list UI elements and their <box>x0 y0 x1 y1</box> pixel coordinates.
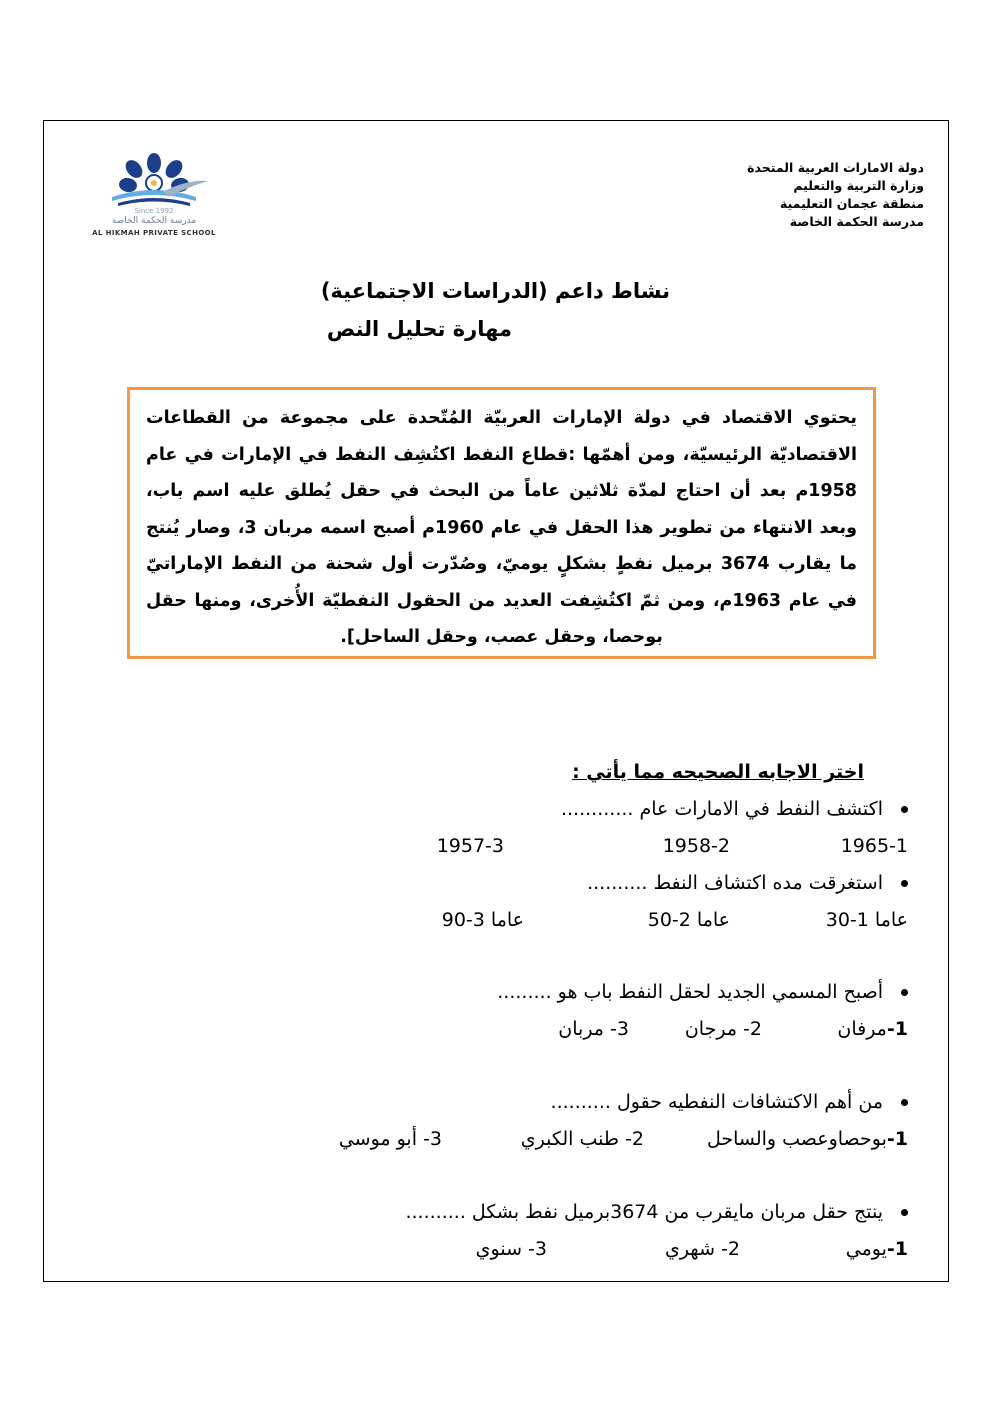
logo-english-name: AL HIKMAH PRIVATE SCHOOL <box>92 229 216 237</box>
option-1[interactable] <box>748 835 908 857</box>
passage-box <box>127 387 876 659</box>
page-title: نشاط داعم (الدراسات الاجتماعية) <box>320 279 670 303</box>
header-line-country: دولة الامارات العربية المتحدة <box>747 160 924 175</box>
question-5 <box>405 1201 908 1223</box>
bullet-icon <box>901 1099 908 1106</box>
option-number: 1- <box>886 1128 908 1150</box>
bullet-icon <box>901 989 908 996</box>
question-stem: من أهم الاكتشافات النفطيه حقول .......... <box>550 1091 883 1113</box>
option-2[interactable] <box>570 909 730 931</box>
option-number: 3- <box>528 1238 547 1260</box>
option-text: 1958-2 <box>662 835 730 857</box>
page-frame <box>43 120 949 1282</box>
logo-since-text: Since 1992 <box>134 207 174 215</box>
logo-arabic-name: مدرسة الحكمة الخاصة <box>111 216 197 226</box>
question-2 <box>587 872 908 894</box>
page-subtitle: مهارة تحليل النص <box>326 317 512 341</box>
option-number: 1- <box>886 1238 908 1260</box>
option-text: 30-1 عاما <box>825 909 908 931</box>
bullet-icon <box>901 880 908 887</box>
option-number: 2- <box>743 1018 762 1040</box>
option-2[interactable] <box>521 1128 644 1150</box>
option-1[interactable] <box>846 1238 908 1260</box>
header-line-ministry: وزارة التربية والتعليم <box>793 178 924 193</box>
option-1[interactable] <box>748 909 908 931</box>
question-3 <box>497 981 908 1003</box>
header-line-school: مدرسة الحكمة الخاصة <box>789 214 924 229</box>
option-text: مرفان <box>837 1018 887 1040</box>
bullet-icon <box>901 1209 908 1216</box>
option-text: مربان <box>558 1018 604 1040</box>
header-line-zone: منطقة عجمان التعليمية <box>780 196 924 211</box>
option-number: 3- <box>423 1128 442 1150</box>
question-stem: أصبح المسمي الجديد لحقل النفط باب هو ......... <box>497 981 883 1003</box>
question-1 <box>561 798 908 820</box>
question-stem: ينتج حقل مربان مايقرب من 3674برميل نفط بشكل .......... <box>405 1201 883 1223</box>
option-text: سنوي <box>475 1238 522 1260</box>
option-3[interactable] <box>558 1018 629 1040</box>
passage-text: يحتوي الاقتصاد في دولة الإمارات العربيّة المُتّحدة على مجموعة من القطاعات الاقتصاديّة الرئيسيّة، ومن أهمّها :قطاع النفط اكتُشِف النفط في الإمارات في عام 1958م بعد أن احتاج لمدّة ثلاثين عاماً من البحث في حقل يُطلق عليه اسم باب، وبعد الانتهاء من تطوير هذا الحقل في عام 1960م أصبح اسمه مربان 3، وصار يُنتج ما يقارب 3674 برميل نفطٍ بشكلٍ يوميّ، وصُدّرت أول شحنة من النفط الإماراتيّ في عام 1963م، ومن ثمّ اكتُشِفت العديد من الحقول النفطيّة الأُخرى، ومنها حقل بوحصا، وحقل عصب، وحقل الساحل]. <box>146 408 857 647</box>
option-text: 50-2 عاما <box>647 909 730 931</box>
option-number: 3- <box>610 1018 629 1040</box>
option-text: 1957-3 <box>436 835 504 857</box>
question-stem: اكتشف النفط في الامارات عام ............ <box>560 798 883 820</box>
option-text: 90-3 عاما <box>441 909 524 931</box>
option-number: 1- <box>886 1018 908 1040</box>
option-text: مرجان <box>684 1018 737 1040</box>
option-text: يومي <box>845 1238 887 1260</box>
option-number: 2- <box>721 1238 740 1260</box>
option-3[interactable] <box>364 909 524 931</box>
option-text: أبو موسي <box>338 1128 417 1150</box>
option-2[interactable] <box>685 1018 762 1040</box>
header-block <box>644 159 924 231</box>
option-1[interactable] <box>837 1018 908 1040</box>
question-4 <box>551 1091 908 1113</box>
questions-instruction: اختر الاجابه الصحيحه مما يأتي : <box>572 761 864 783</box>
option-3[interactable] <box>476 1238 547 1260</box>
option-1[interactable] <box>707 1128 908 1150</box>
option-3[interactable] <box>344 835 504 857</box>
option-text: بوحصاوعصب والساحل <box>706 1128 887 1150</box>
school-logo <box>84 153 224 245</box>
option-3[interactable] <box>339 1128 442 1150</box>
option-text: طنب الكبري <box>520 1128 619 1150</box>
bullet-icon <box>901 806 908 813</box>
option-text: 1965-1 <box>840 835 908 857</box>
question-stem: استغرقت مده اكتشاف النفط .......... <box>587 872 883 894</box>
option-text: شهري <box>664 1238 715 1260</box>
logo-emblem-icon <box>84 153 224 209</box>
option-2[interactable] <box>665 1238 740 1260</box>
option-number: 2- <box>625 1128 644 1150</box>
option-2[interactable] <box>570 835 730 857</box>
